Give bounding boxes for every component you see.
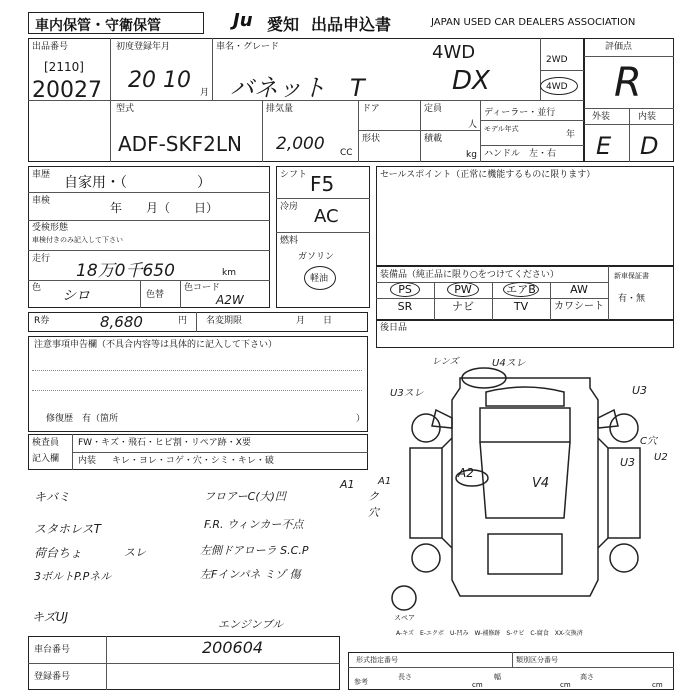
vehicle-diagram — [376, 348, 674, 636]
mark-lens: レンズ — [432, 357, 459, 367]
r-ken-label: R券 — [34, 316, 50, 326]
int-label: 内装 — [638, 112, 657, 122]
color-value: シロ — [62, 288, 90, 304]
sales-point-label: セールスポイント（正常に機能するものに限ります） — [380, 170, 596, 180]
lot-label: 出品番号 — [32, 42, 69, 52]
rear-items-box — [376, 320, 674, 348]
equip-navi: ナビ — [452, 300, 474, 313]
ext-value: E — [596, 132, 612, 160]
first-reg-label: 初度登録年月 — [116, 42, 171, 52]
equipment-label: 装備品（純正品に限り○をつけてください） — [380, 270, 559, 280]
mark-u3-right2: U3 — [620, 456, 636, 469]
circle-ps — [390, 282, 420, 297]
fuel-label: 燃料 — [280, 236, 299, 246]
load-unit: kg — [466, 150, 477, 160]
ju-logo: Ju — [233, 10, 253, 31]
note-winker: F.R. ウィンカー不点 — [204, 518, 304, 531]
note-bolt-panel: 3ボルトP.Pネル — [34, 570, 112, 583]
rear-items-label: 後日品 — [380, 323, 408, 333]
equip-aw: AW — [570, 283, 588, 296]
height-label: 高さ — [580, 673, 594, 681]
spare-label: スペア — [394, 614, 415, 622]
fuel-circle — [304, 266, 336, 290]
mark-a1: A1 — [378, 476, 392, 487]
form-title: 出品申込書 — [311, 15, 392, 34]
equip-tv: TV — [513, 300, 529, 313]
inspector-interior-label: 内装 — [78, 456, 97, 466]
mark-v4: V4 — [532, 476, 550, 491]
drive-circle — [540, 77, 578, 95]
note-scuff: スレ — [124, 546, 146, 559]
aircon-label: 冷房 — [280, 202, 299, 212]
note-stainless: スタホレスT — [34, 522, 101, 536]
lot-number: 20027 — [32, 78, 102, 103]
storage-title: 車内保管・守衛保管 — [35, 18, 161, 34]
model-label: 型式 — [116, 104, 135, 114]
ref-label: 参考 — [354, 678, 368, 686]
handle-label: ハンドル 左・右 — [484, 149, 557, 159]
equip-ps: PS — [398, 283, 412, 296]
note-scratch: キズUJ — [32, 610, 69, 624]
mark-u3-right: U3 — [632, 384, 648, 397]
damage-legend: A-キズ E-エクボ U-凹み W-補修跡 S-サビ C-腐食 XX-交換済 — [396, 630, 583, 637]
sales-point-box — [376, 166, 674, 266]
ext-label: 外装 — [592, 112, 611, 122]
inspector-interior: キレ・ヨレ・コゲ・穴・シミ・キレ・破 — [112, 456, 274, 466]
length-unit: cm — [472, 681, 483, 689]
name-change-label: 名変期限 — [206, 316, 243, 326]
note-instrument: 左Fインパネ ミゾ 傷 — [200, 568, 301, 581]
fuel-value2: 軽油 — [310, 274, 329, 284]
note-yellowing: キバミ — [34, 490, 71, 504]
equip-airbag: エアB — [506, 283, 536, 296]
mark-u3-left: U3スレ — [390, 388, 424, 399]
color-code-value: A2W — [216, 293, 244, 307]
door-label: ドア — [362, 104, 380, 114]
repair-history-label: 修復歴 有（箇所 — [46, 414, 119, 424]
score-label: 評価点 — [605, 42, 633, 52]
repair-history-close: ） — [356, 414, 366, 424]
mark-c-hole: C穴 — [640, 436, 657, 447]
equip-pw: PW — [454, 283, 472, 296]
disp-value: 2,000 — [276, 134, 325, 154]
org-name: 愛知 — [267, 15, 300, 34]
r-ken-unit: 円 — [178, 316, 188, 326]
class-num-label: 類別区分番号 — [516, 656, 558, 664]
note-cargo: 荷台ちょ — [34, 546, 83, 560]
dealer-label: ディーラー・並行 — [484, 108, 556, 118]
inspector-label: 検査員 — [32, 438, 60, 448]
note-floor: フロアーC(大)凹 — [204, 490, 286, 503]
note-engine: エンジンブル — [218, 618, 284, 631]
car-hist-value: 自家用・（ ） — [64, 175, 211, 191]
int-value: D — [640, 132, 659, 160]
equip-sr: SR — [397, 300, 413, 313]
year-char: 年 — [566, 130, 576, 140]
r-ken-value: 8,680 — [100, 313, 143, 331]
shift-value: F5 — [310, 172, 335, 196]
mileage-value: 18万0千650 — [76, 261, 175, 281]
mark-u2: U2 — [654, 452, 668, 463]
first-reg-value: 20 10 — [128, 68, 191, 93]
inspector-exterior: FW・キズ・飛石・ヒビ割・リペア跡・X要 — [78, 438, 251, 448]
shape-label: 形状 — [362, 134, 381, 144]
width-label: 幅 — [494, 673, 501, 681]
model-value: ADF-SKF2LN — [118, 132, 242, 156]
receipt-sub: 車検付きのみ記入して下さい — [32, 236, 123, 244]
name-grade-label: 車名・グレード — [216, 42, 280, 52]
circle-pw — [447, 282, 479, 297]
header-banner — [233, 12, 693, 36]
cc-unit: CC — [340, 148, 353, 158]
storage-title-box — [28, 12, 204, 34]
mark-u4: U4スレ — [492, 358, 526, 369]
handwritten-notes — [28, 470, 379, 631]
note-a1: A1 — [340, 478, 355, 491]
lot-code: [2110] — [44, 60, 84, 74]
drive-value: 4WD — [432, 42, 476, 63]
height-unit: cm — [652, 681, 663, 689]
shift-label: シフト — [280, 170, 308, 180]
capacity-label: 定員 — [424, 104, 443, 114]
new-warranty-opts: 有・無 — [618, 294, 646, 304]
circle-airbag — [503, 282, 539, 297]
load-label: 積載 — [424, 134, 443, 144]
length-label: 長さ — [398, 673, 412, 681]
drive-opt-2wd: 2WD — [546, 55, 568, 65]
mark-a2: A2 — [458, 466, 474, 480]
mileage-unit: km — [222, 268, 236, 278]
color-change-label: 色替 — [146, 290, 165, 300]
model-year-label: モデル年式 — [484, 125, 519, 133]
score-value: R — [614, 60, 642, 106]
receipt-label: 受検形態 — [32, 223, 69, 233]
capacity-unit: 人 — [468, 120, 478, 130]
drive-opt-4wd: 4WD — [546, 82, 568, 92]
chassis-value: 200604 — [202, 638, 264, 657]
type-num-label: 形式指定番号 — [356, 656, 398, 664]
disp-label: 排気量 — [266, 104, 294, 114]
name-change-value: 月 日 — [296, 316, 333, 326]
width-unit: cm — [560, 681, 571, 689]
assoc-name: JAPAN USED CAR DEALERS ASSOCIATION — [431, 17, 636, 28]
reg-label: 登録番号 — [34, 672, 71, 682]
name-value: バネット T — [230, 74, 365, 102]
mileage-label: 走行 — [32, 254, 51, 264]
inspect-label: 車検 — [32, 196, 51, 206]
note-door-roller: 左側ドアローラ S.C.P — [200, 544, 309, 557]
notes-label: 注意事項申告欄（不具合内容等は具体的に記入して下さい） — [34, 340, 278, 350]
grade-value: DX — [452, 66, 490, 96]
inspect-value: 年 月（ 日） — [110, 201, 219, 215]
inspector-entry-label: 記入欄 — [32, 454, 60, 464]
aircon-value: AC — [314, 206, 339, 227]
month-char: 月 — [200, 88, 210, 98]
color-code-label: 色コード — [184, 283, 221, 293]
note-hole: ク穴 — [368, 490, 379, 519]
chassis-label: 車台番号 — [34, 645, 71, 655]
equip-power-seat: カワシート — [554, 301, 604, 312]
fuel-value: ガソリン — [298, 252, 335, 262]
color-label: 色 — [32, 283, 42, 293]
car-hist-label: 車歴 — [32, 170, 51, 180]
new-warranty-label: 新車保証書 — [614, 272, 649, 280]
